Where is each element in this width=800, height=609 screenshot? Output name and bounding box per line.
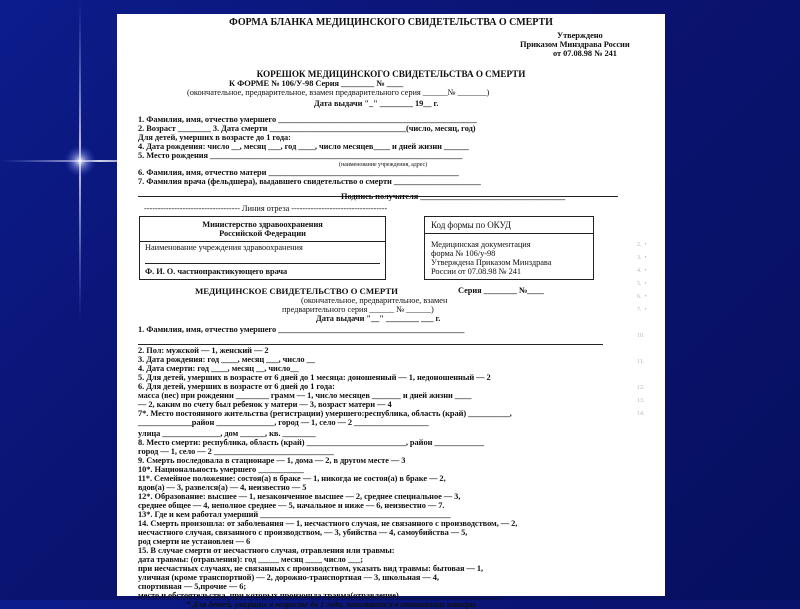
certificate-type-2: предварительного серия ______ № ______) <box>282 305 434 314</box>
institution-rule <box>145 263 380 264</box>
okud-doc-4: России от 07.08.98 № 241 <box>431 267 522 276</box>
stub-form-line: К ФОРМЕ № 106/У-98 Серия ________ № ____ <box>229 79 404 88</box>
cert-line-13: город — 1, село — 2 _____________________________ <box>138 447 334 456</box>
cert-line-20: 13*. Где и кем работал умерший ______________________________________________ <box>138 510 451 519</box>
okud-box <box>424 216 594 280</box>
okud-label: Код формы по ОКУД <box>431 220 511 230</box>
death-certificate-document <box>117 14 665 609</box>
okud-divider <box>425 233 593 234</box>
stub-line-4: 4. Дата рождения: число __, месяц ___, год ____, число месяцев____ и дней жизни ______ <box>138 142 469 151</box>
ministry-line-2: Российской Федерации <box>219 229 306 238</box>
cert-line-12: 8. Место смерти: республика, область (край) ________________________, район ____________ <box>138 438 485 447</box>
okud-doc-1: Медицинская документация <box>431 240 531 249</box>
okud-doc-3: Утверждена Приказом Минздрава <box>431 258 552 267</box>
cert-line-8: — 2, каким по счету был ребенок у матери — 3, возраст матери — 4 <box>138 400 392 409</box>
stub-date-line: Дата выдачи "_" ________ 19__ г. <box>314 99 439 108</box>
ministry-box <box>139 216 386 280</box>
okud-doc-2: форма № 106/у-98 <box>431 249 496 258</box>
stub-line-2: 2. Возраст ________ 3. Дата смерти _________________________________(число, месяц, год) <box>138 124 476 133</box>
cut-line: ----------------------------------- Линия отреза ----------------------------------- <box>144 204 388 213</box>
cert-line-9: 7*. Место постоянного жительства (регистрации) умершего:республика, область (край) __________, <box>138 409 512 418</box>
cert-line-18: 12*. Образование: высшее — 1, незаконченное высшее — 2, среднее специальное — 3, <box>138 492 461 501</box>
cert-line-24: 15. В случае смерти от несчастного случая, отравления или травмы: <box>138 546 395 555</box>
cert-line-21: 14. Смерть произошла: от заболевания — 1, несчастного случая, не связанного с производством, — 2, <box>138 519 518 528</box>
cert-line-14: 9. Смерть последовала в стационаре — 1, дома — 2, в другом месте — 3 <box>138 456 406 465</box>
cert-line-16: 11*. Семейное положение: состоя(а) в браке — 1, никогда не состоя(а) в браке — 2, <box>138 474 446 483</box>
cert-line-10: _____________район ______________, город — 1, село — 2 __________________ <box>138 418 429 427</box>
certificate-date-line: Дата выдачи "__" ________ ___ г. <box>316 314 441 323</box>
stub-line-7: 7. Фамилия врача (фельдшера), выдавшего свидетельство о смерти _____________________ <box>138 177 481 186</box>
approved-date: от 07.08.98 № 241 <box>553 49 617 58</box>
cert-line-5: 5. Для детей, умерших в возрасте от 6 дней до 1 месяца: доношенный — 1, недоношенный — 2 <box>138 373 491 382</box>
stub-small-note: (наименование учреждения, адрес) <box>339 162 428 168</box>
stub-signature: Подпись получателя ___________________________________ <box>341 192 566 201</box>
cert-line-7: масса (вес) при рождении ________ грамм — 1, число месяцев _______ и дней жизни ____ <box>138 391 472 400</box>
doctor-label: Ф. И. О. частнопрактикующего врача <box>145 267 288 276</box>
cert-line-29: место и обстоятельства, при которых произошла травма(отравление) ________________________ <box>138 591 501 600</box>
cert-line-1: 1. Фамилия, имя, отчество умершего _____________________________________________ <box>138 325 465 334</box>
stub-type-line: (окончательное, предварительное, взамен предварительного серия ______№ _______) <box>187 88 490 97</box>
cert-line-25: дата травмы: (отравления): год _____ месяц ____ число ___; <box>138 555 364 564</box>
cert-line-2: 2. Пол: мужской — 1, женский — 2 <box>138 346 269 355</box>
cert-line-11: улица ______________, дом ______, кв. ________ <box>138 429 316 438</box>
cert-line-28: спортивная — 5,прочие — 6; <box>138 582 247 591</box>
stub-line-5: 5. Место рождения _____________________________________________________________ <box>138 151 463 160</box>
cert-line-22: несчастного случая, связанного с производством, — 3, убийства — 4, самоубийства — 5, <box>138 528 468 537</box>
institution-label: Наименование учреждения здравоохранения <box>145 243 303 252</box>
ministry-divider <box>140 241 385 242</box>
certificate-series: Серия ________ №____ <box>458 286 544 295</box>
certificate-type-1: (окончательное, предварительное, взамен <box>301 296 448 305</box>
certificate-title: МЕДИЦИНСКОЕ СВИДЕТЕЛЬСТВО О СМЕРТИ <box>195 286 398 296</box>
cert-line-4: 4. Дата смерти: год ____, месяц __, число__ <box>138 364 299 373</box>
ghost-text: 2. • 3. • 4. • 5. • 6. • 7. • 10. 11. 12. 13. 14. <box>637 242 647 417</box>
cert-line-27: уличная (кроме транспортной) — 2, дорожно-транспортная — 3, школьная — 4, <box>138 573 439 582</box>
stub-line-1: 1. Фамилия, имя, отчество умершего ________________________________________________ <box>138 115 477 124</box>
cert-line-6: 6. Для детей, умерших в возрасте от 6 дней до 1 года: <box>138 382 335 391</box>
approved-order: Приказом Минздрава России <box>520 40 630 49</box>
stub-line-6: 6. Фамилия, имя, отчество матери ______________________________________________ <box>138 168 459 177</box>
cert-line-23: род смерти не установлен — 6 <box>138 537 251 546</box>
cert-footnote: * Для детей, умерших в возрасте до 1 года, заполняется в отношении матери. <box>186 600 478 609</box>
cert-line-17: вдов(а) — 3, развелся(а) — 4, неизвестно — 5 <box>138 483 307 492</box>
cert-line-19: среднее общее — 4, неполное среднее — 5, начальное и ниже — 6, неизвестно — 7. <box>138 501 445 510</box>
cert-line-3: 3. Дата рождения: год ____, месяц ___, число __ <box>138 355 315 364</box>
cert-line-26: при несчастных случаях, не связанных с производством, указать вид травмы: бытовая — 1, <box>138 564 484 573</box>
cert-line-1-rule <box>138 344 603 345</box>
ministry-line-1: Министерство здравоохранения <box>202 220 323 229</box>
approved-label: Утверждено <box>557 31 603 40</box>
stub-line-3: Для детей, умерших в возрасте до 1 года: <box>138 133 291 142</box>
form-title: ФОРМА БЛАНКА МЕДИЦИНСКОГО СВИДЕТЕЛЬСТВА О СМЕРТИ <box>229 17 553 28</box>
stub-title: КОРЕШОК МЕДИЦИНСКОГО СВИДЕТЕЛЬСТВА О СМЕРТИ <box>256 69 526 79</box>
cert-line-15: 10*. Национальность умершего ___________ <box>138 465 304 474</box>
